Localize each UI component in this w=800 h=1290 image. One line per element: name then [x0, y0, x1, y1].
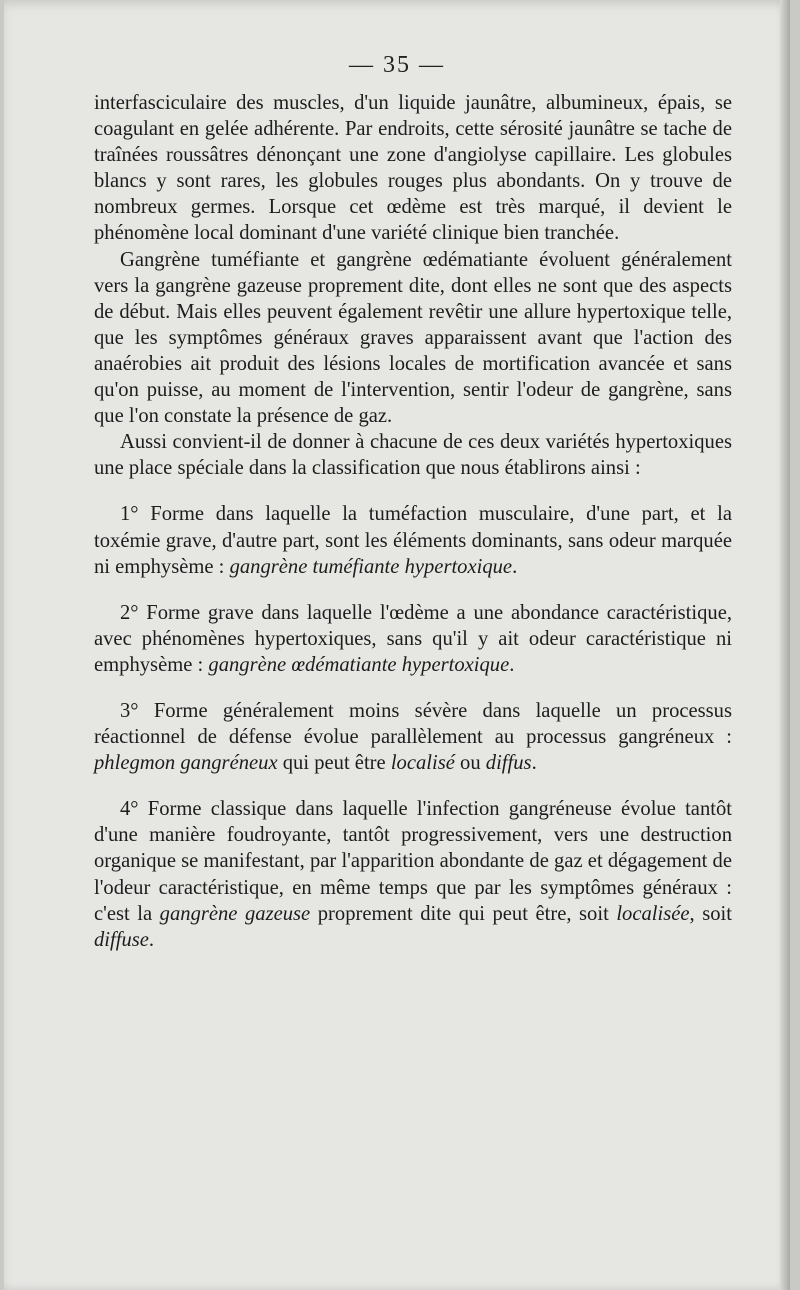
- list-item-3-mid-2: ou: [454, 752, 486, 775]
- list-item-2-term: gangrène œdématiante hypertoxique: [208, 653, 510, 676]
- page-edge-shadow: [780, 0, 790, 1290]
- list-item-4-end: .: [148, 928, 155, 951]
- list-item-4-term-1: gangrène gazeuse: [159, 902, 311, 925]
- list-item-4-mid-2: , soit: [689, 902, 732, 925]
- list-item-1-end: .: [512, 555, 518, 578]
- list-item-4-term-2: localisée: [616, 902, 690, 925]
- body-text: [94, 90, 732, 953]
- paragraph-2: Gangrène tuméfiante et gangrène œdématiante évoluent généralement vers la gangrène gazeuse proprement dite, dont elles ne sont que des aspects de début. Mais elles peuvent également revêtir une allure hypertoxique telle, que les symptômes généraux graves apparaissent avant que l'action des anaérobies ait produit des lésions locales de mortification avancée et sans qu'on puisse, au moment de l'intervention, sentir l'odeur de gangrène, sans que l'on constate la présence de gaz.: [94, 248, 732, 428]
- paragraph-1: interfasciculaire des muscles, d'un liquide jaunâtre, albumineux, épais, se coagulant en gelée adhérente. Par endroits, cette sérosité jaunâtre se tache de traînées roussâtres dénonçant une zone d'angiolyse capillaire. Les globules blancs y sont rares, les globules rouges plus abondants. On y trouve de nombreux germes. Lorsque cet œdème est très marqué, il devient le phénomène local dominant d'une variété clinique bien tranchée.: [94, 92, 732, 245]
- list-item-3-term-1: phlegmon gangréneux: [94, 752, 278, 775]
- list-item-3-term-2: localisé: [390, 752, 455, 775]
- list-item-1: [94, 501, 732, 579]
- list-item-2-end: .: [509, 653, 515, 676]
- paragraph-3: Aussi convient-il de donner à chacune de ces deux variétés hypertoxiques une place spéciale dans la classification que nous établirons ainsi :: [94, 431, 732, 480]
- list-item-3-text: 3° Forme généralement moins sévère dans laquelle un processus réactionnel de défense évolue parallèlement au processus gangréneux :: [94, 699, 732, 749]
- book-page: [4, 0, 790, 1290]
- list-item-3-mid-1: qui peut être: [277, 752, 391, 775]
- list-item-3-end: .: [531, 752, 537, 775]
- list-item-1-term: gangrène tuméfiante hypertoxique: [229, 555, 513, 578]
- list-item-1-text: 1° Forme dans laquelle la tuméfaction musculaire, d'une part, et la toxémie grave, d'autre part, sont les éléments dominants, sans odeur marquée ni emphysème :: [94, 503, 732, 578]
- list-item-4-text: 4° Forme classique dans laquelle l'infection gangréneuse évolue tantôt d'une manière foudroyante, tantôt progressivement, vers une destruction organique se manifestant, par l'apparition abondante de gaz et dégagement de l'odeur caractéristique, en même temps que par les symptômes généraux : c'est la: [94, 798, 732, 925]
- list-item-4: [94, 796, 732, 953]
- list-item-4-mid-1: proprement dite qui peut être, soit: [310, 902, 617, 925]
- list-item-3-term-3: diffus: [485, 752, 532, 775]
- list-item-4-term-3: diffuse: [94, 928, 149, 951]
- list-item-3: [94, 698, 732, 776]
- page-number: — 35 —: [349, 52, 445, 78]
- list-item-2: [94, 600, 732, 678]
- list-item-2-text: 2° Forme grave dans laquelle l'œdème a une abondance caractéristique, avec phénomènes hypertoxiques, sans qu'il y ait odeur caractéristique ni emphysème :: [94, 601, 732, 676]
